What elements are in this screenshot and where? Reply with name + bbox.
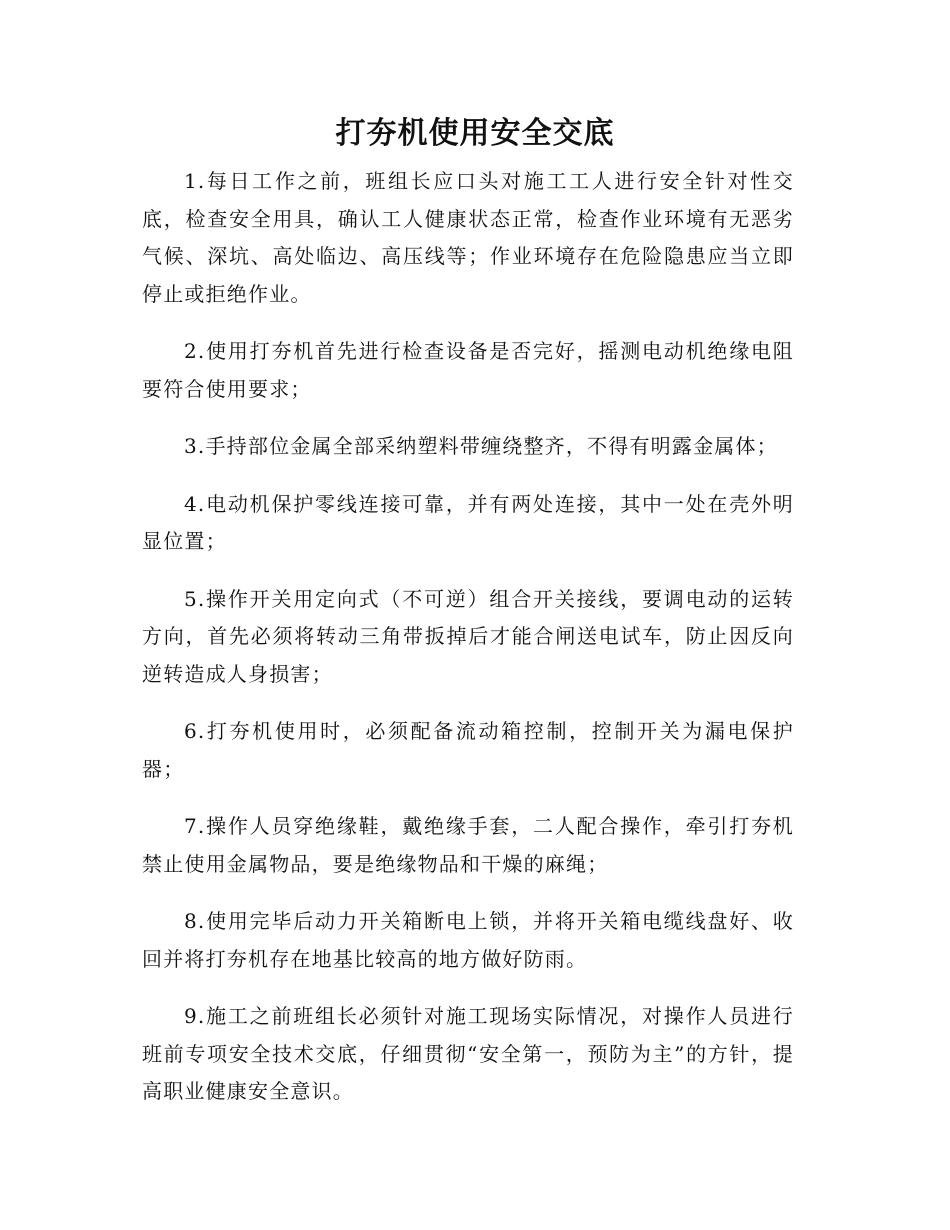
paragraph-3: 3.手持部位金属全部采纳塑料带缠绕整齐，不得有明露金属体； [184, 434, 778, 458]
paragraph-1: 1.每日工作之前，班组长应口头对施工工人进行安全针对性交底，检查安全用具，确认工人健康状态正常，检查作业环境有无恶劣气候、深坑、高处临边、高压线等；作业环境存在危险隐患应当立即停止或拒绝作业。 [142, 169, 794, 306]
paragraph-6: 6.打夯机使用时，必须配备流动箱控制，控制开关为漏电保护器； [142, 719, 794, 781]
paragraph-9: 9.施工之前班组长必须针对施工现场实际情况，对操作人员进行班前专项安全技术交底，仔细贯彻“安全第一，预防为主”的方针，提高职业健康安全意识。 [142, 1004, 794, 1103]
document-body [142, 163, 794, 1131]
paragraph-8: 8.使用完毕后动力开关箱断电上锁，并将开关箱电缆线盘好、收回并将打夯机存在地基比较高的地方做好防雨。 [142, 909, 794, 971]
paragraph-5: 5.操作开关用定向式（不可逆）组合开关接线，要调电动的运转方向，首先必须将转动三角带扳掉后才能合闸送电试车，防止因反向逆转造成人身损害； [142, 586, 794, 686]
paragraph-7: 7.操作人员穿绝缘鞋，戴绝缘手套，二人配合操作，牵引打夯机禁止使用金属物品，要是绝缘物品和干燥的麻绳； [142, 814, 794, 876]
paragraph-2: 2.使用打夯机首先进行检查设备是否完好，摇测电动机绝缘电阻要符合使用要求； [142, 339, 794, 401]
document-title: 打夯机使用安全交底 [335, 116, 615, 151]
paragraph-4: 4.电动机保护零线连接可靠，并有两处连接，其中一处在壳外明显位置； [142, 491, 794, 553]
